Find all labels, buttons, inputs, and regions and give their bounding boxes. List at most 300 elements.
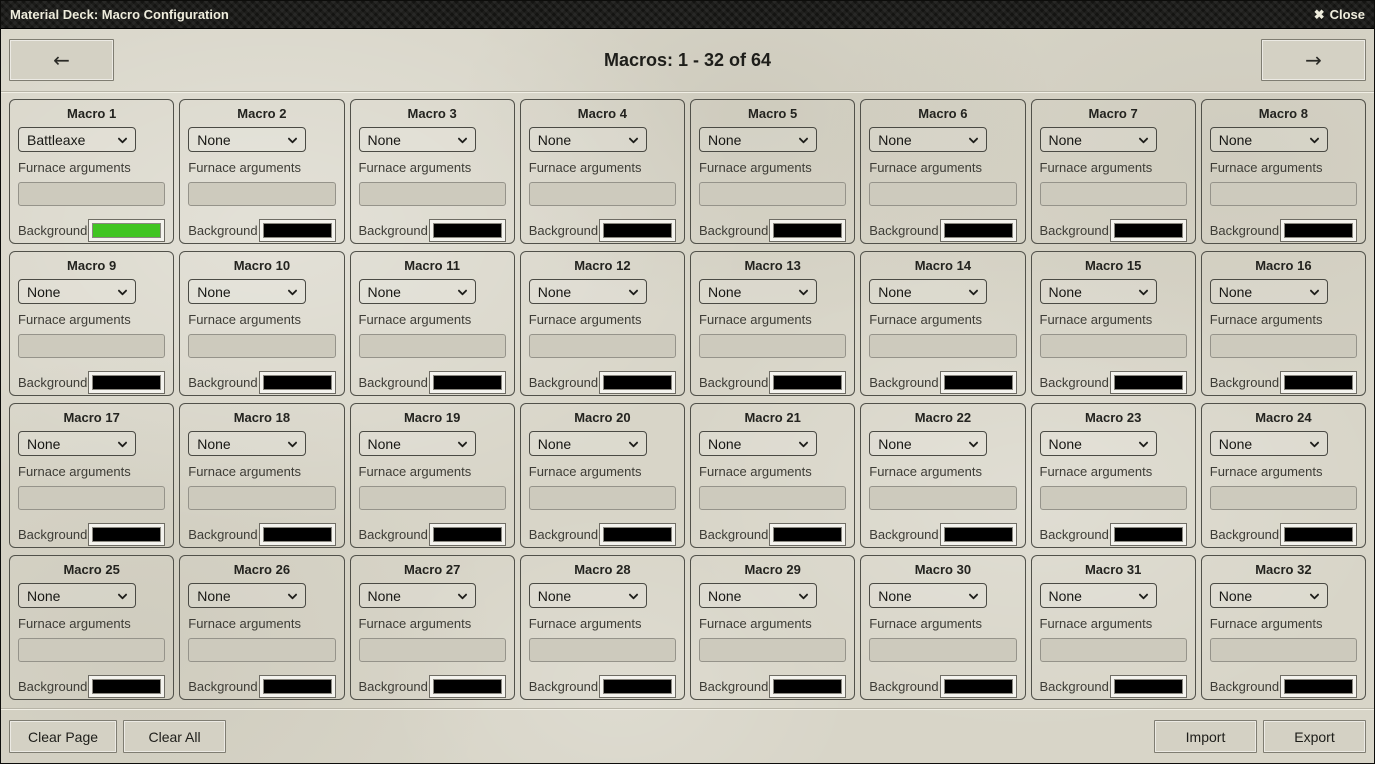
background-color-picker[interactable] <box>769 523 846 546</box>
background-color-swatch <box>773 679 842 694</box>
background-row <box>359 219 506 242</box>
macro-card <box>350 403 515 548</box>
background-color-picker[interactable] <box>88 371 165 394</box>
furnace-arguments-label: Furnace arguments <box>869 464 982 479</box>
page-title: Macros: 1 - 32 of 64 <box>603 49 772 70</box>
macro-card-title: Macro 14 <box>914 258 972 273</box>
background-row <box>188 675 335 698</box>
furnace-arguments-input[interactable] <box>1210 182 1357 206</box>
macro-select[interactable] <box>529 279 647 304</box>
macro-card <box>1201 99 1366 244</box>
macro-card-title: Macro 20 <box>574 410 631 425</box>
macro-select[interactable] <box>1210 127 1328 152</box>
macro-card <box>860 99 1025 244</box>
next-page-button[interactable] <box>1261 39 1366 81</box>
macro-select[interactable] <box>359 431 477 456</box>
macro-card-title: Macro 18 <box>233 410 291 425</box>
background-label: Background <box>188 375 258 390</box>
furnace-arguments-input[interactable] <box>529 182 676 206</box>
background-color-swatch <box>92 375 161 390</box>
furnace-arguments-label: Furnace arguments <box>1039 616 1153 631</box>
background-row <box>869 675 1016 698</box>
background-label: Background <box>699 223 769 238</box>
furnace-arguments-label: Furnace arguments <box>1209 616 1323 631</box>
furnace-arguments-input[interactable] <box>1210 334 1357 358</box>
macro-card-title: Macro 17 <box>63 410 120 425</box>
background-row <box>699 523 846 546</box>
background-color-picker[interactable] <box>429 219 506 242</box>
macro-select[interactable] <box>699 431 817 456</box>
furnace-arguments-label: Furnace arguments <box>1209 160 1323 175</box>
background-label: Background <box>358 679 428 694</box>
background-label: Background <box>188 527 258 542</box>
furnace-arguments-input[interactable] <box>188 486 335 510</box>
macro-select[interactable] <box>869 583 987 608</box>
background-row <box>869 523 1016 546</box>
furnace-arguments-input[interactable] <box>869 334 1016 358</box>
macro-card <box>860 251 1025 396</box>
background-label: Background <box>1039 375 1109 390</box>
macro-select-wrap <box>529 279 647 304</box>
macro-select[interactable] <box>18 127 136 152</box>
background-row <box>1210 371 1357 394</box>
furnace-arguments-input[interactable] <box>1210 486 1357 510</box>
furnace-arguments-label: Furnace arguments <box>528 464 642 479</box>
furnace-arguments-input[interactable] <box>699 486 846 510</box>
macro-select[interactable] <box>869 279 987 304</box>
macro-select[interactable] <box>699 127 817 152</box>
import-button[interactable]: Import <box>1154 720 1257 753</box>
macro-card-title: Macro 5 <box>748 106 798 121</box>
background-color-picker[interactable] <box>1280 371 1357 394</box>
macro-select[interactable] <box>359 279 477 304</box>
macro-card-title: Macro 32 <box>1255 562 1312 577</box>
background-row <box>188 371 335 394</box>
macro-card-title: Macro 8 <box>1258 106 1308 121</box>
macro-select[interactable] <box>188 583 306 608</box>
furnace-arguments-label: Furnace arguments <box>358 464 472 479</box>
macro-select[interactable] <box>1210 431 1328 456</box>
arrow-right-icon: → <box>1305 48 1322 72</box>
furnace-arguments-input[interactable] <box>699 638 846 662</box>
furnace-arguments-input[interactable] <box>188 334 335 358</box>
furnace-arguments-label: Furnace arguments <box>188 464 301 479</box>
macro-card <box>1031 99 1196 244</box>
macro-card-title: Macro 31 <box>1084 562 1142 577</box>
macro-card-title: Macro 15 <box>1084 258 1142 273</box>
macro-card <box>350 555 515 700</box>
close-button[interactable] <box>1314 7 1365 23</box>
background-color-picker[interactable] <box>1110 523 1187 546</box>
background-row <box>1040 219 1187 242</box>
background-row <box>1210 675 1357 698</box>
macro-select-wrap <box>1210 127 1328 152</box>
background-row <box>359 371 506 394</box>
background-label: Background <box>18 679 88 694</box>
furnace-arguments-input[interactable] <box>188 638 335 662</box>
furnace-arguments-input[interactable] <box>18 638 165 662</box>
background-color-picker[interactable] <box>1110 675 1187 698</box>
furnace-arguments-input[interactable] <box>529 334 676 358</box>
furnace-arguments-label: Furnace arguments <box>358 616 472 631</box>
background-row <box>529 675 676 698</box>
background-color-swatch <box>1284 223 1353 238</box>
background-color-swatch <box>944 527 1013 542</box>
macro-card <box>179 251 344 396</box>
background-label: Background <box>1209 223 1280 238</box>
macro-card-title: Macro 28 <box>574 562 631 577</box>
macro-select-wrap <box>188 127 306 152</box>
background-color-swatch <box>1284 527 1353 542</box>
background-row <box>1040 371 1187 394</box>
macro-card-title: Macro 7 <box>1088 106 1138 121</box>
background-color-swatch <box>773 527 842 542</box>
furnace-arguments-input[interactable] <box>1040 182 1187 206</box>
macro-card-title: Macro 19 <box>403 410 461 425</box>
footer-bar <box>1 710 1374 764</box>
background-row <box>18 523 165 546</box>
furnace-arguments-label: Furnace arguments <box>1039 464 1153 479</box>
background-row <box>359 675 506 698</box>
furnace-arguments-input[interactable] <box>869 486 1016 510</box>
background-color-swatch <box>263 223 332 238</box>
macro-select-wrap <box>699 583 817 608</box>
background-label: Background <box>869 527 939 542</box>
background-color-swatch <box>263 679 332 694</box>
macro-select-wrap <box>869 583 987 608</box>
background-color-picker[interactable] <box>1110 219 1187 242</box>
macro-card <box>690 251 855 396</box>
furnace-arguments-input[interactable] <box>359 638 506 662</box>
macro-card-title: Macro 25 <box>63 562 120 577</box>
background-color-picker[interactable] <box>88 523 165 546</box>
macro-card <box>860 403 1025 548</box>
background-color-swatch <box>1114 527 1183 542</box>
macro-card <box>690 555 855 700</box>
macro-select[interactable] <box>18 431 136 456</box>
macro-card <box>1031 251 1196 396</box>
background-color-swatch <box>603 679 672 694</box>
export-button[interactable]: Export <box>1263 720 1366 753</box>
background-color-swatch <box>92 679 161 694</box>
background-color-picker[interactable] <box>259 219 336 242</box>
background-color-picker[interactable] <box>940 675 1017 698</box>
background-color-picker[interactable] <box>940 219 1017 242</box>
background-label: Background <box>699 375 769 390</box>
furnace-arguments-input[interactable] <box>869 638 1016 662</box>
background-label: Background <box>528 375 599 390</box>
macro-card <box>860 555 1025 700</box>
background-color-picker[interactable] <box>1280 675 1357 698</box>
macro-card <box>690 99 855 244</box>
macro-select-wrap <box>1040 583 1158 608</box>
macro-select-wrap <box>699 279 817 304</box>
furnace-arguments-label: Furnace arguments <box>358 312 472 327</box>
background-label: Background <box>528 527 599 542</box>
furnace-arguments-label: Furnace arguments <box>1039 312 1153 327</box>
macro-card <box>520 251 685 396</box>
background-row <box>699 219 846 242</box>
macro-card-title: Macro 30 <box>914 562 972 577</box>
background-label: Background <box>188 679 258 694</box>
macro-card-title: Macro 22 <box>914 410 972 425</box>
background-label: Background <box>1209 375 1280 390</box>
macro-card <box>179 403 344 548</box>
background-label: Background <box>18 375 88 390</box>
furnace-arguments-label: Furnace arguments <box>869 312 982 327</box>
macro-select-wrap <box>18 431 136 456</box>
macro-select[interactable] <box>699 279 817 304</box>
macro-select[interactable] <box>188 431 306 456</box>
background-row <box>1210 219 1357 242</box>
macro-card-title: Macro 4 <box>577 106 627 121</box>
macro-select-wrap <box>188 431 306 456</box>
macro-select-wrap <box>1040 127 1158 152</box>
macro-select-wrap <box>1040 431 1158 456</box>
furnace-arguments-input[interactable] <box>18 182 165 206</box>
macro-select-wrap <box>529 583 647 608</box>
background-label: Background <box>1039 679 1109 694</box>
import-export-button-group <box>1154 720 1366 753</box>
furnace-arguments-label: Furnace arguments <box>528 616 642 631</box>
background-row <box>699 371 846 394</box>
clear-page-button[interactable]: Clear Page <box>9 720 117 753</box>
previous-page-button[interactable] <box>9 39 114 81</box>
macro-card <box>1031 403 1196 548</box>
close-icon: ✖ <box>1313 6 1325 22</box>
macro-select-wrap <box>18 279 136 304</box>
background-color-swatch <box>944 223 1013 238</box>
macro-select[interactable] <box>1210 583 1328 608</box>
macro-select[interactable] <box>188 127 306 152</box>
macro-select-wrap <box>188 279 306 304</box>
macro-card-title: Macro 26 <box>233 562 291 577</box>
background-color-picker[interactable] <box>599 219 676 242</box>
furnace-arguments-input[interactable] <box>359 182 506 206</box>
furnace-arguments-input[interactable] <box>869 182 1016 206</box>
furnace-arguments-label: Furnace arguments <box>358 160 472 175</box>
furnace-arguments-label: Furnace arguments <box>869 616 982 631</box>
background-label: Background <box>358 223 428 238</box>
background-color-picker[interactable] <box>429 675 506 698</box>
furnace-arguments-input[interactable] <box>18 334 165 358</box>
macro-card <box>520 555 685 700</box>
background-row <box>869 219 1016 242</box>
macro-card-title: Macro 1 <box>67 106 117 121</box>
background-row <box>699 675 846 698</box>
arrow-left-icon: ← <box>53 48 70 72</box>
background-label: Background <box>1039 223 1109 238</box>
background-color-picker[interactable] <box>769 371 846 394</box>
background-row <box>18 371 165 394</box>
background-color-swatch <box>1284 679 1353 694</box>
macro-select-wrap <box>869 431 987 456</box>
background-color-swatch <box>603 527 672 542</box>
macro-select[interactable] <box>18 583 136 608</box>
clear-all-button[interactable]: Clear All <box>123 720 226 753</box>
macro-select[interactable] <box>1210 279 1328 304</box>
macro-card <box>179 555 344 700</box>
background-color-picker[interactable] <box>88 675 165 698</box>
macro-card <box>9 99 174 244</box>
background-row <box>188 219 335 242</box>
background-label: Background <box>869 679 939 694</box>
macro-select-wrap <box>869 127 987 152</box>
macro-card-title: Macro 2 <box>237 106 287 121</box>
furnace-arguments-input[interactable] <box>699 182 846 206</box>
background-color-swatch <box>433 527 502 542</box>
background-label: Background <box>699 679 769 694</box>
background-color-swatch <box>92 527 161 542</box>
furnace-arguments-input[interactable] <box>529 486 676 510</box>
background-color-picker[interactable] <box>259 371 336 394</box>
background-color-swatch <box>433 375 502 390</box>
furnace-arguments-input[interactable] <box>699 334 846 358</box>
background-color-swatch <box>433 679 502 694</box>
background-color-swatch <box>1114 375 1183 390</box>
background-label: Background <box>1039 527 1109 542</box>
furnace-arguments-input[interactable] <box>18 486 165 510</box>
background-color-picker[interactable] <box>1110 371 1187 394</box>
background-color-picker[interactable] <box>599 371 676 394</box>
pagination-bar <box>1 29 1374 91</box>
furnace-arguments-label: Furnace arguments <box>528 160 642 175</box>
background-color-picker[interactable] <box>599 523 676 546</box>
macro-select-wrap <box>18 127 136 152</box>
macro-card-title: Macro 3 <box>407 106 457 121</box>
macro-card-title: Macro 29 <box>744 562 801 577</box>
background-color-swatch <box>773 375 842 390</box>
macro-select-wrap <box>1210 431 1328 456</box>
furnace-arguments-input[interactable] <box>359 334 506 358</box>
macro-select-wrap <box>359 127 477 152</box>
macro-select[interactable] <box>1040 431 1158 456</box>
background-color-picker[interactable] <box>940 523 1017 546</box>
background-color-swatch <box>1114 223 1183 238</box>
macro-card-title: Macro 10 <box>233 258 291 273</box>
furnace-arguments-input[interactable] <box>1210 638 1357 662</box>
furnace-arguments-label: Furnace arguments <box>869 160 982 175</box>
furnace-arguments-label: Furnace arguments <box>18 464 131 479</box>
macro-select[interactable] <box>359 583 477 608</box>
macro-select[interactable] <box>869 127 987 152</box>
background-color-picker[interactable] <box>429 523 506 546</box>
background-label: Background <box>528 223 599 238</box>
macro-select-wrap <box>1040 279 1158 304</box>
background-color-picker[interactable] <box>769 675 846 698</box>
background-label: Background <box>528 679 599 694</box>
macro-card-title: Macro 6 <box>918 106 968 121</box>
macro-card-title: Macro 21 <box>744 410 801 425</box>
macro-select[interactable] <box>18 279 136 304</box>
furnace-arguments-label: Furnace arguments <box>1209 464 1323 479</box>
background-color-picker[interactable] <box>429 371 506 394</box>
background-color-swatch <box>92 223 161 238</box>
background-color-picker[interactable] <box>259 523 336 546</box>
macro-select-wrap <box>18 583 136 608</box>
background-color-picker[interactable] <box>88 219 165 242</box>
furnace-arguments-input[interactable] <box>359 486 506 510</box>
furnace-arguments-label: Furnace arguments <box>1039 160 1153 175</box>
macro-card-title: Macro 23 <box>1084 410 1142 425</box>
furnace-arguments-input[interactable] <box>188 182 335 206</box>
macro-card <box>1201 251 1366 396</box>
background-row <box>869 371 1016 394</box>
macro-card <box>9 555 174 700</box>
macro-card <box>520 99 685 244</box>
background-label: Background <box>358 527 428 542</box>
macro-select-wrap <box>188 583 306 608</box>
background-color-picker[interactable] <box>259 675 336 698</box>
furnace-arguments-label: Furnace arguments <box>18 616 131 631</box>
background-color-swatch <box>1284 375 1353 390</box>
macro-select[interactable] <box>1040 279 1158 304</box>
background-color-picker[interactable] <box>940 371 1017 394</box>
macro-select[interactable] <box>699 583 817 608</box>
background-color-swatch <box>773 223 842 238</box>
furnace-arguments-label: Furnace arguments <box>18 312 131 327</box>
furnace-arguments-label: Furnace arguments <box>699 464 812 479</box>
background-label: Background <box>1209 527 1280 542</box>
macro-select[interactable] <box>529 583 647 608</box>
macro-select-wrap <box>699 431 817 456</box>
background-color-picker[interactable] <box>1280 523 1357 546</box>
furnace-arguments-label: Furnace arguments <box>18 160 131 175</box>
macro-card-title: Macro 27 <box>403 562 461 577</box>
background-row <box>18 219 165 242</box>
macro-card-title: Macro 12 <box>574 258 631 273</box>
macro-select[interactable] <box>869 431 987 456</box>
macro-card <box>1201 403 1366 548</box>
background-row <box>529 371 676 394</box>
macro-select[interactable] <box>188 279 306 304</box>
furnace-arguments-input[interactable] <box>1040 486 1187 510</box>
background-color-picker[interactable] <box>599 675 676 698</box>
furnace-arguments-label: Furnace arguments <box>699 312 812 327</box>
furnace-arguments-input[interactable] <box>1040 334 1187 358</box>
furnace-arguments-label: Furnace arguments <box>188 312 301 327</box>
furnace-arguments-label: Furnace arguments <box>188 160 301 175</box>
background-color-swatch <box>1114 679 1183 694</box>
background-label: Background <box>699 527 769 542</box>
macro-card <box>1201 555 1366 700</box>
furnace-arguments-label: Furnace arguments <box>528 312 642 327</box>
macro-card <box>690 403 855 548</box>
window-title: Material Deck: Macro Configuration <box>10 7 229 22</box>
background-color-swatch <box>944 375 1013 390</box>
macro-select-wrap <box>359 431 477 456</box>
background-label: Background <box>869 223 939 238</box>
macro-select-wrap <box>699 127 817 152</box>
furnace-arguments-input[interactable] <box>529 638 676 662</box>
macro-select[interactable] <box>1040 583 1158 608</box>
furnace-arguments-input[interactable] <box>1040 638 1187 662</box>
macro-select-wrap <box>869 279 987 304</box>
macro-select[interactable] <box>529 431 647 456</box>
background-color-picker[interactable] <box>1280 219 1357 242</box>
background-color-swatch <box>603 223 672 238</box>
macro-select[interactable] <box>529 127 647 152</box>
background-color-picker[interactable] <box>769 219 846 242</box>
macro-card-title: Macro 13 <box>744 258 801 273</box>
macro-select[interactable] <box>1040 127 1158 152</box>
macro-select-wrap <box>1210 279 1328 304</box>
background-row <box>1210 523 1357 546</box>
macro-card <box>520 403 685 548</box>
macro-select[interactable] <box>359 127 477 152</box>
background-row <box>359 523 506 546</box>
macro-grid <box>9 99 1366 700</box>
